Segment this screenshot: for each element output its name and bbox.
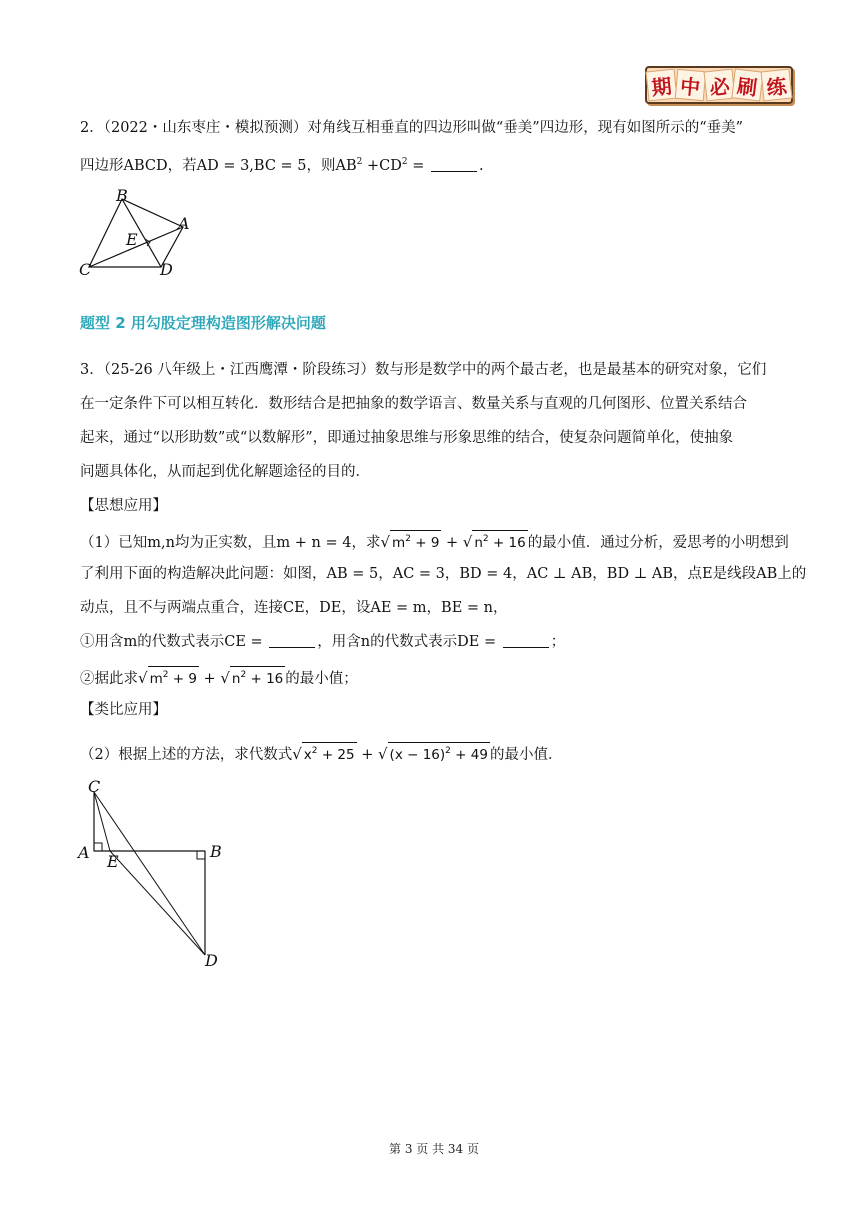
- superscript: 2: [240, 670, 247, 680]
- superscript: 2: [482, 534, 489, 544]
- label-d: D: [160, 260, 173, 279]
- superscript: 2: [401, 157, 408, 167]
- quadrilateral-figure: [70, 185, 210, 285]
- q3-part-1: [80, 632, 565, 652]
- q3-text: ，用含n的代数式表示DE =: [317, 634, 501, 650]
- expr-text: + 9: [168, 671, 197, 687]
- expr-text: + 49: [450, 747, 488, 763]
- segment-ed: [110, 851, 205, 955]
- expr-text: m: [392, 535, 406, 551]
- q2-text: +CD: [362, 158, 402, 174]
- section-title: 题型 2 用勾股定理构造图形解决问题: [80, 314, 326, 332]
- plus-sign: +: [441, 535, 463, 551]
- construction-figure: [70, 770, 240, 975]
- q3-text: （2）根据上述的方法，求代数式: [80, 747, 293, 763]
- expr-text: x: [303, 747, 312, 763]
- right-angle-mark-b: [197, 851, 205, 859]
- sqrt-expression: [230, 666, 285, 687]
- label-a: A: [178, 214, 190, 233]
- heading-idea-application: 【思想应用】: [80, 498, 167, 514]
- superscript: 2: [445, 746, 451, 756]
- superscript: 2: [356, 157, 363, 167]
- badge-char: 期: [646, 69, 678, 102]
- q2-line-1: 2．（2022・山东枣庄・模拟预测）对角线互相垂直的四边形叫做“垂美”四边形，现有如图所示的“垂美”: [80, 120, 744, 136]
- expr-text: + 25: [317, 747, 355, 763]
- radical-sign: √: [138, 669, 148, 687]
- answer-blank: [503, 633, 549, 648]
- q3-paragraph-line: 起来，通过“以形助数”或“以数解形”，即通过抽象思维与形象思维的结合，使复杂问题简单化，使抽象: [80, 430, 734, 446]
- segment-cd: [94, 792, 205, 955]
- label-c: C: [79, 260, 92, 279]
- expr-text: + 9: [410, 535, 440, 551]
- sqrt-expression: [148, 666, 199, 687]
- superscript: 2: [311, 746, 318, 756]
- answer-blank: [269, 633, 315, 648]
- heading-analogy-application: 【类比应用】: [80, 702, 167, 718]
- radical-sign: √: [377, 745, 388, 763]
- q3-paragraph-line: 3．（25-26 八年级上・江西鹰潭・阶段练习）数与形是数学中的两个最古老，也是最基本的研究对象，它们: [80, 362, 767, 378]
- expr-text: + 16: [488, 535, 526, 551]
- expr-text: (x − 16): [389, 747, 446, 763]
- q3-part-2: [80, 666, 358, 689]
- q3-paragraph-line: 在一定条件下可以相互转化．数形结合是把抽象的数学语言、数量关系与直观的几何图形、位置关系结合: [80, 396, 747, 412]
- badge-char: 刷: [732, 68, 764, 101]
- superscript: 2: [162, 670, 169, 680]
- page-footer: 第 3 页 共 34 页: [389, 1142, 479, 1156]
- answer-blank: [431, 157, 477, 172]
- radical-sign: √: [292, 745, 302, 763]
- sqrt-expression: [472, 530, 527, 551]
- sqrt-expression: [388, 742, 490, 763]
- segment-ce: [94, 792, 110, 851]
- q3-sub2-line: [80, 742, 562, 765]
- right-angle-mark-a: [94, 843, 102, 851]
- expr-text: + 16: [246, 671, 284, 687]
- badge-char: 中: [675, 69, 706, 101]
- label-b: B: [210, 842, 222, 861]
- q3-paragraph-line: 问题具体化，从而起到优化解题途径的目的．: [80, 464, 370, 480]
- expr-text: n: [474, 535, 483, 551]
- label-e: E: [107, 852, 119, 871]
- q3-text: ①用含m的代数式表示CE =: [80, 634, 268, 650]
- q3-sub1-line: [80, 530, 789, 553]
- badge-char: 必: [703, 69, 735, 102]
- q3-sub1-line: 动点，且不与两端点重合，连接CE，DE，设AE = m，BE = n，: [80, 600, 508, 616]
- q3-sub1-line: 了利用下面的构造解决此问题：如图，AB = 5，AC = 3，BD = 4，AC ⊥ AB，BD ⊥ AB，点E是线段AB上的: [80, 566, 807, 582]
- badge-char: 练: [761, 69, 793, 102]
- radical-sign: √: [380, 533, 391, 551]
- q3-text: （1）已知m,n均为正实数，且m + n = 4，求: [80, 535, 381, 551]
- radical-sign: √: [462, 533, 473, 551]
- superscript: 2: [405, 534, 411, 544]
- expr-text: n: [231, 671, 241, 687]
- radical-sign: √: [220, 669, 230, 687]
- q2-text: .: [478, 158, 484, 174]
- q3-text: 的最小值．通过分析，爱思考的小明想到: [527, 535, 789, 551]
- brand-badge: [645, 66, 793, 104]
- plus-sign: +: [356, 747, 378, 763]
- q3-text: ②据此求: [80, 671, 138, 687]
- label-b: B: [116, 186, 128, 205]
- q3-text: ；: [550, 634, 566, 650]
- label-d: D: [205, 951, 218, 970]
- label-c: C: [88, 777, 101, 796]
- q2-text: =: [407, 158, 429, 174]
- q3-text: 的最小值．: [489, 747, 563, 763]
- sqrt-expression: [302, 742, 357, 763]
- q2-line-2: [80, 152, 484, 176]
- label-a: A: [78, 843, 90, 862]
- label-e: E: [126, 230, 138, 249]
- q3-text: 的最小值；: [285, 671, 358, 687]
- plus-sign: +: [198, 671, 221, 687]
- sqrt-expression: [390, 530, 441, 551]
- q2-text: 四边形ABCD，若AD = 3,BC = 5，则AB: [80, 158, 357, 174]
- expr-text: m: [149, 671, 163, 687]
